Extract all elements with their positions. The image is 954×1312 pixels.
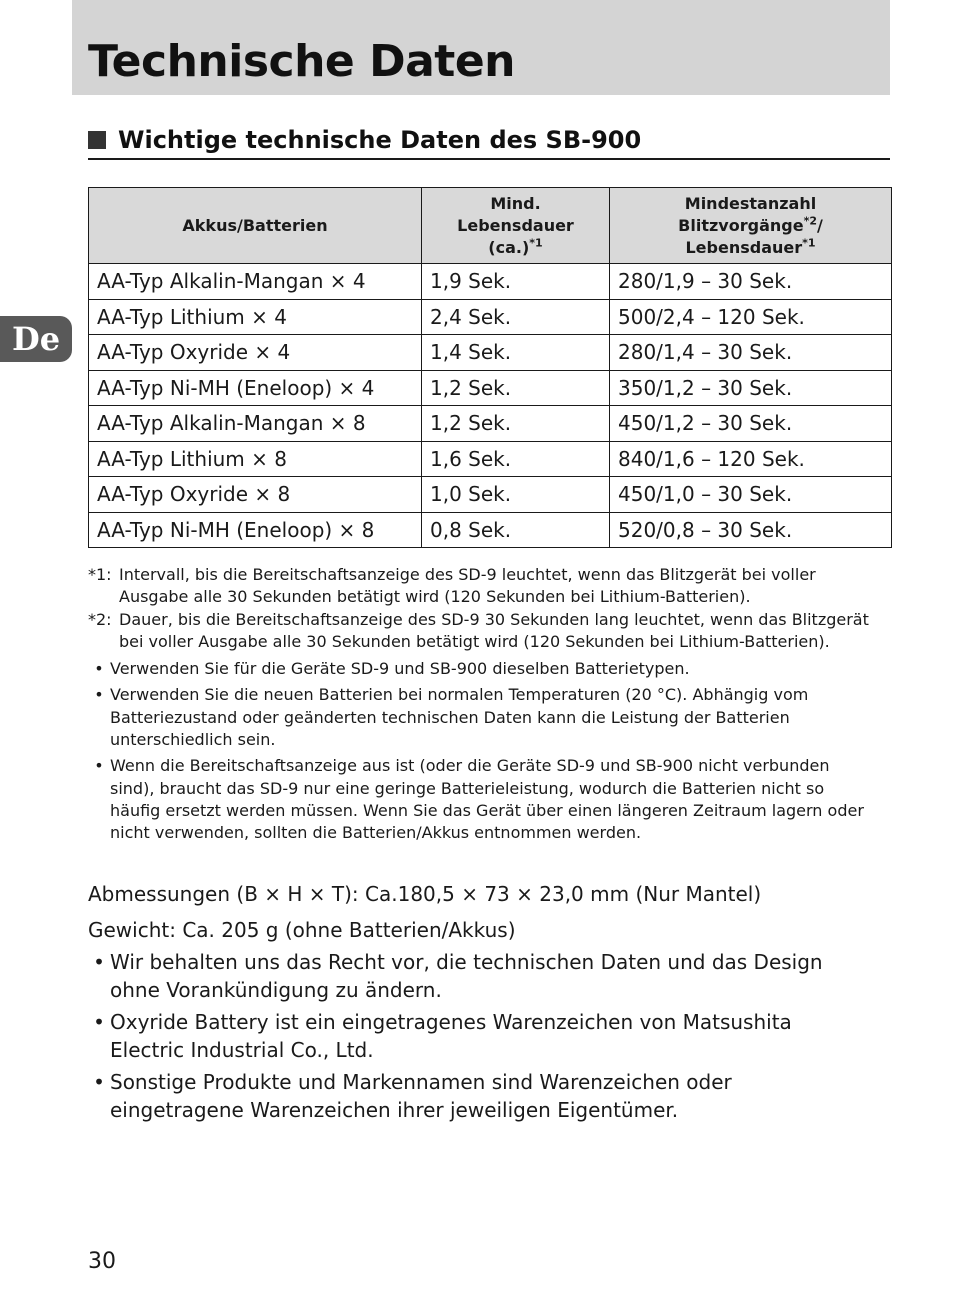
bullet-icon: • — [93, 1010, 105, 1034]
weight-line: Gewicht: Ca. 205 g (ohne Batterien/Akkus) — [88, 918, 516, 942]
flash-count-cell: 350/1,2 – 30 Sek. — [610, 370, 892, 406]
table-row — [89, 264, 892, 300]
duration-cell: 1,6 Sek. — [422, 441, 610, 477]
table-row — [89, 477, 892, 513]
flash-count-cell: 500/2,4 – 120 Sek. — [610, 299, 892, 335]
bullet-icon: • — [94, 756, 104, 776]
flash-count-cell: 450/1,0 – 30 Sek. — [610, 477, 892, 513]
section-heading-text: Wichtige technische Daten des SB-900 — [118, 126, 642, 154]
battery-note: • Verwenden Sie die neuen Batterien bei normalen Temperaturen (20 °C). Abhängig vom Batteriezustand oder geänderten technischen Daten kann die Leistung der Batterien unterschiedlich sein. — [88, 684, 878, 751]
footnote-2: *2: Dauer, bis die Bereitschaftsanzeige des SD-9 30 Sekunden lang leuchtet, wenn das Blitzgerät bei voller Ausgabe alle 30 Sekunden betätigt wird (120 Sekunden bei Lithium-Batterien). — [88, 609, 869, 651]
table-row — [89, 441, 892, 477]
table-row — [89, 406, 892, 442]
battery-type-cell: AA-Typ Oxyride × 8 — [89, 477, 422, 513]
square-bullet-icon — [88, 131, 106, 149]
final-note: • Sonstige Produkte und Markennamen sind Warenzeichen oder eingetragene Warenzeichen ihrer jeweiligen Eigentümer. — [88, 1068, 868, 1124]
table-row — [89, 299, 892, 335]
duration-cell: 1,2 Sek. — [422, 370, 610, 406]
battery-type-cell: AA-Typ Lithium × 4 — [89, 299, 422, 335]
duration-cell: 2,4 Sek. — [422, 299, 610, 335]
duration-cell: 0,8 Sek. — [422, 512, 610, 548]
footnote-1: *1: Intervall, bis die Bereitschaftsanzeige des SD-9 leuchtet, wenn das Blitzgerät bei voller Ausgabe alle 30 Sekunden betätigt wird (120 Sekunden bei Lithium-Batterien). — [88, 565, 816, 607]
battery-note: • Wenn die Bereitschaftsanzeige aus ist (oder die Geräte SD-9 und SB-900 nicht verbunden sind), braucht das SD-9 nur eine geringe Batterieleistung, wodurch die Batterien nicht so häufig ersetzt werden müssen. Wenn Sie das Gerät über einen längeren Zeitraum lagern oder nicht verwenden, sollten die Batterien/Akkus entnommen werden. — [88, 755, 878, 844]
bullet-icon: • — [93, 1070, 105, 1094]
flash-count-cell: 450/1,2 – 30 Sek. — [610, 406, 892, 442]
page-title: Technische Daten — [88, 36, 515, 87]
flash-count-cell: 280/1,9 – 30 Sek. — [610, 264, 892, 300]
bullet-icon: • — [94, 659, 104, 679]
flash-count-cell: 840/1,6 – 120 Sek. — [610, 441, 892, 477]
battery-type-cell: AA-Typ Oxyride × 4 — [89, 335, 422, 371]
table-row — [89, 370, 892, 406]
duration-cell: 1,2 Sek. — [422, 406, 610, 442]
bullet-icon: • — [94, 685, 104, 705]
battery-type-cell: AA-Typ Ni-MH (Eneloop) × 8 — [89, 512, 422, 548]
header-min-flashes: Mindestanzahl Blitzvorgänge$^{*2}$/ Lebensdauer$^{*1}$ — [610, 188, 892, 264]
battery-note: • Verwenden Sie für die Geräte SD-9 und SB-900 dieselben Batterietypen. — [88, 658, 878, 680]
footnotes-block — [88, 564, 878, 845]
table-row — [89, 335, 892, 371]
duration-cell: 1,9 Sek. — [422, 264, 610, 300]
flash-count-cell: 280/1,4 – 30 Sek. — [610, 335, 892, 371]
table-row — [89, 512, 892, 548]
header-min-duration: Mind. Lebensdauer $(ca.)^{*1}$ — [422, 188, 610, 264]
final-note: • Wir behalten uns das Recht vor, die technischen Daten und das Design ohne Vorankündigung zu ändern. — [88, 948, 868, 1004]
duration-cell: 1,4 Sek. — [422, 335, 610, 371]
final-notes-block — [88, 948, 868, 1128]
page-number: 30 — [88, 1249, 116, 1274]
flash-count-cell: 520/0,8 – 30 Sek. — [610, 512, 892, 548]
final-note: • Oxyride Battery ist ein eingetragenes Warenzeichen von Matsushita Electric Industrial Co., Ltd. — [88, 1008, 868, 1064]
header-batteries: Akkus/Batterien — [89, 188, 422, 264]
table-header-row — [89, 188, 892, 264]
battery-type-cell: AA-Typ Alkalin-Mangan × 8 — [89, 406, 422, 442]
battery-type-cell: AA-Typ Lithium × 8 — [89, 441, 422, 477]
battery-type-cell: AA-Typ Ni-MH (Eneloop) × 4 — [89, 370, 422, 406]
duration-cell: 1,0 Sek. — [422, 477, 610, 513]
battery-type-cell: AA-Typ Alkalin-Mangan × 4 — [89, 264, 422, 300]
section-heading — [88, 122, 890, 160]
language-tab: De — [0, 316, 72, 362]
bullet-icon: • — [93, 950, 105, 974]
dimensions-line: Abmessungen (B × H × T): Ca.180,5 × 73 × 23,0 mm (Nur Mantel) — [88, 882, 762, 906]
battery-spec-table — [88, 187, 892, 548]
